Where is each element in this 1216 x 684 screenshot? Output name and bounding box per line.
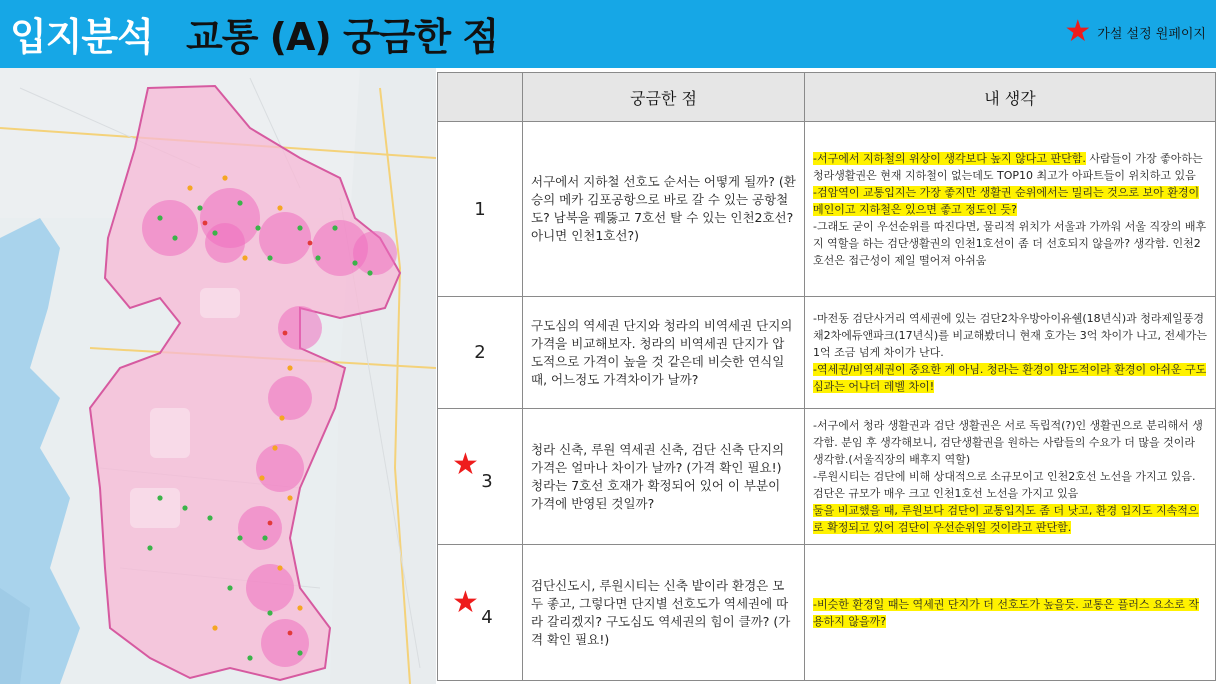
table-row xyxy=(438,122,1216,297)
row-number: 3 xyxy=(481,471,493,492)
answer-text: -루원시티는 검단에 비해 상대적으로 소규모이고 인천2호선 노선을 가지고 있음. 검단은 규모가 매우 크고 인천1호선 노선을 가지고 있음 xyxy=(813,470,1196,500)
row-number: 2 xyxy=(474,342,486,363)
table-row xyxy=(438,409,1216,545)
answer-text: 사람들이 가장 좋아하는 청라생활권은 현재 지하철이 없는데도 TOP10 최고가 아파트들이 위치하고 있음 xyxy=(813,151,1203,182)
answer-line xyxy=(813,184,1207,218)
answer-cell xyxy=(805,409,1216,545)
page-title-prefix: 입지분석 xyxy=(10,15,153,59)
answer-text: -그래도 굳이 우선순위를 따진다면, 물리적 위치가 서울과 가까워 서울 직장의 배후지 역할을 하는 검단생활권의 인천1호선이 좀 더 선호되지 않을까? 생각함. 인천2호선은 접근성이 제일 떨어져 아쉬움 xyxy=(813,219,1207,267)
answer-line xyxy=(813,150,1207,184)
highlighted-text: -역세권/비역세권이 중요한 게 아님. 청라는 환경이 압도적이라 환경이 아쉬운 구도심과는 어나더 레벨 차이! xyxy=(813,363,1207,393)
highlighted-text: -검암역이 교통입지는 가장 좋지만 생활권 순위에서는 밀리는 것으로 보아 환경이 메인이고 지하철은 있으면 좋고 정도인 듯? xyxy=(813,185,1200,216)
row-number: 1 xyxy=(474,198,486,220)
answer-cell xyxy=(805,545,1216,681)
legend-label: 가설 설정 원페이지 xyxy=(1097,26,1206,42)
answer-line xyxy=(813,417,1207,468)
page-title: 교통 (A) 궁금한 점 xyxy=(186,15,499,59)
question-cell: 구도심의 역세권 단지와 청라의 비역세권 단지의 가격을 비교해보자. 청라의 비역세권 단지가 압도적으로 가격이 높을 것 같은데 비슷한 연식일 때, 어느정도 가격차이가 날까? xyxy=(523,297,805,409)
header-num-cell xyxy=(438,73,523,122)
answer-line xyxy=(813,361,1207,395)
row-num-cell xyxy=(438,122,523,297)
row-num-cell xyxy=(438,545,523,681)
answer-line xyxy=(813,468,1207,502)
header-answer: 내 생각 xyxy=(805,73,1216,122)
district-map xyxy=(0,68,436,684)
answer-text: -서구에서 청라 생활권과 검단 생활권은 서로 독립적(?)인 생활권으로 분리해서 생각함. 분임 후 생각해보니, 검단생활권을 원하는 사람들의 수요가 더 많을 것이라 생각함.(서울직장의 배후지 역할) xyxy=(813,419,1203,466)
answer-cell xyxy=(805,122,1216,297)
row-num-cell xyxy=(438,297,523,409)
highlighted-text: -서구에서 지하철의 위상이 생각보다 높지 않다고 판단함. xyxy=(813,151,1086,165)
star-icon: ★ xyxy=(452,585,479,620)
answer-text: -마전동 검단사거리 역세권에 있는 검단2차우방아이유쉘(18년식)과 청라제일풍경채2차에듀앤파크(17년식)를 비교해봤더니 현재 호가는 3억 차이가 나고, 전세가는 1억 조금 넘게 차이가 난다. xyxy=(813,312,1207,359)
answer-line xyxy=(813,596,1207,630)
answer-line xyxy=(813,310,1207,361)
star-icon: ★ xyxy=(1064,14,1092,49)
question-table xyxy=(437,72,1216,681)
star-icon: ★ xyxy=(452,447,479,482)
question-cell: 청라 신축, 루원 역세권 신축, 검단 신축 단지의 가격은 얼마나 차이가 날까? (가격 확인 필요!) 청라는 7호선 호재가 확정되어 있어 이 부분이 가격에 반영된 것일까? xyxy=(523,409,805,545)
question-table-wrapper xyxy=(437,72,1216,684)
header-question: 궁금한 점 xyxy=(523,73,805,122)
table-row xyxy=(438,545,1216,681)
row-number: 4 xyxy=(481,607,493,628)
answer-cell xyxy=(805,297,1216,409)
answer-line xyxy=(813,502,1207,536)
table-row xyxy=(438,297,1216,409)
highlighted-text: 둘을 비교했을 때, 루원보다 검단이 교통입지도 좀 더 낫고, 환경 입지도 지속적으로 확정되고 있어 검단이 우선순위일 것이라고 판단함. xyxy=(813,504,1199,534)
map-graphic xyxy=(0,68,436,684)
header-bar xyxy=(0,0,1216,68)
highlighted-text: -비슷한 환경일 때는 역세권 단지가 더 선호도가 높을듯. 교통은 플러스 요소로 작용하지 않을까? xyxy=(813,597,1199,628)
question-cell: 검단신도시, 루원시티는 신축 밭이라 환경은 모두 좋고, 그렇다면 단지별 선호도가 역세권에 따라 갈리겠지? 구도심도 역세권의 힘이 클까? (가격 확인 필요!) xyxy=(523,545,805,681)
answer-line xyxy=(813,218,1207,269)
row-num-cell xyxy=(438,409,523,545)
question-cell: 서구에서 지하철 선호도 순서는 어떻게 될까? (환승의 메카 김포공항으로 바로 갈 수 있는 공항철도? 남북을 꿰뚫고 7호선 탈 수 있는 인천2호선? 아니면 인천1호선?) xyxy=(523,122,805,297)
legend xyxy=(1064,14,1206,49)
table-header-row xyxy=(438,73,1216,122)
